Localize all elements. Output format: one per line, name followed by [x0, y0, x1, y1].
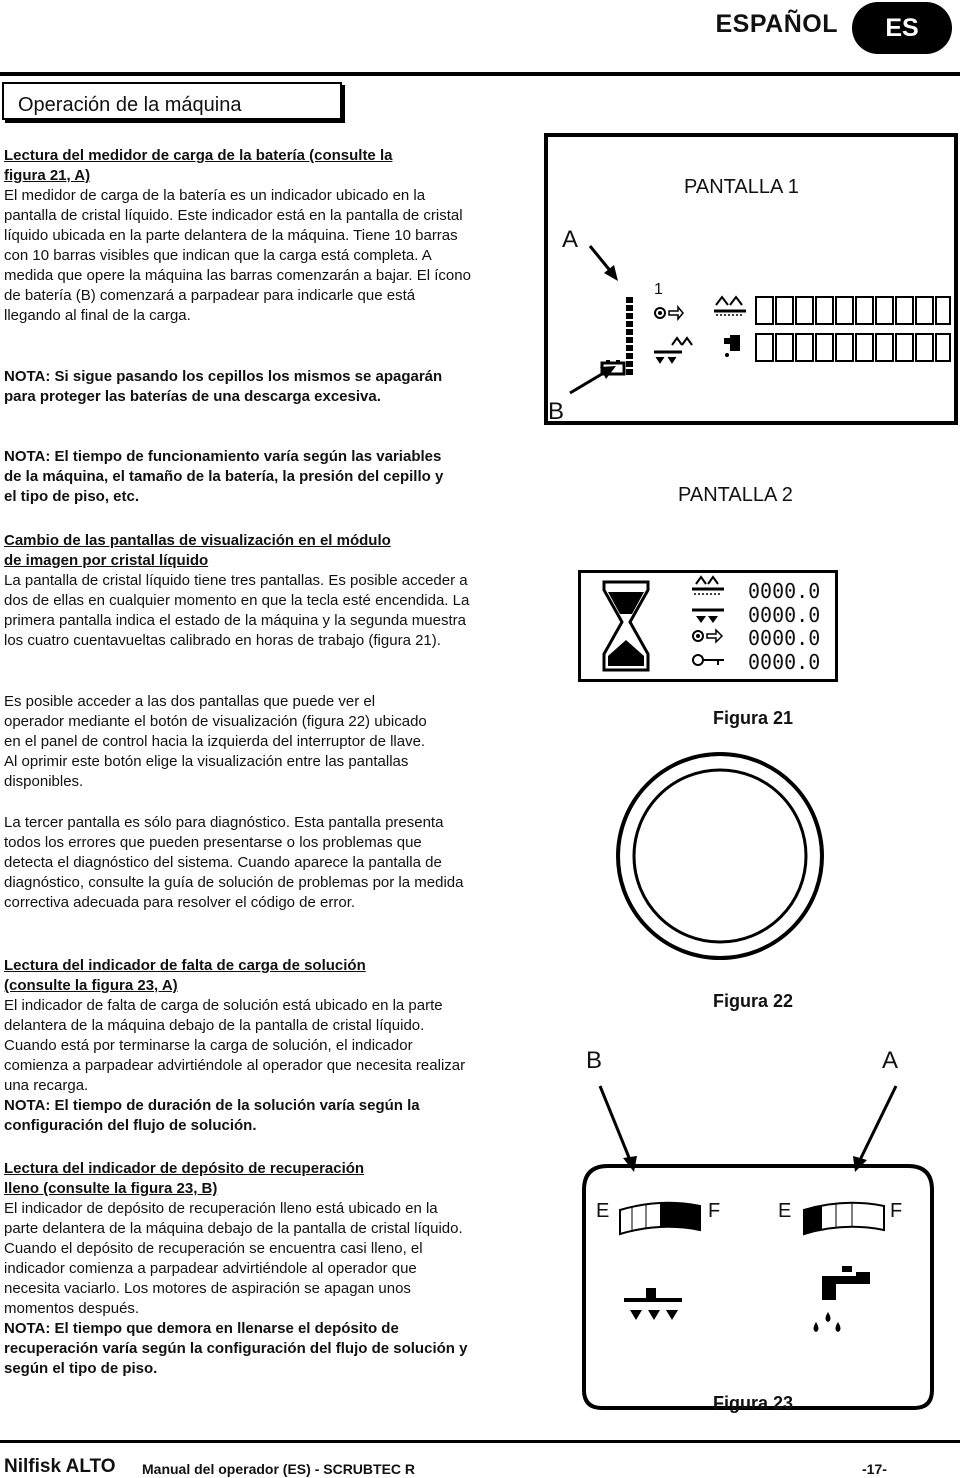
figure-22-caption: Figura 22	[713, 991, 794, 1011]
gauge-left-empty: E	[596, 1200, 610, 1222]
section-title: Operación de la máquina	[2, 82, 342, 120]
brush-motor-counter-icon	[693, 630, 722, 642]
recovery-tank-gauge	[620, 1203, 700, 1234]
battery-section	[4, 146, 474, 326]
fig23-callout-b: B	[586, 1047, 603, 1074]
recovery-heading-line2: lleno (consulte la figura 23, B)	[4, 1180, 218, 1197]
lcd-digit: 1	[654, 281, 663, 298]
lcd-screen-1-art	[544, 133, 958, 425]
solution-note: NOTA: El tiempo de duración de la solución varía según la configuración del flujo de solución.	[4, 1097, 420, 1134]
language-label: ESPAÑOL	[715, 10, 838, 38]
arrow-a-icon	[853, 1086, 896, 1172]
arrow-b-icon	[570, 366, 616, 393]
footer-brand: Nilfisk ALTO	[4, 1456, 116, 1477]
battery-note-2: NOTA: El tiempo de funcionamiento varía según las variables de la máquina, el tamaño de la batería, la presión del cepillo y el tipo de piso, etc.	[4, 448, 444, 505]
solution-section	[4, 956, 474, 1136]
segment-bars-bottom	[756, 334, 950, 361]
solution-counter-icon	[692, 610, 724, 623]
solution-heading-line2: (consulte la figura 23, A)	[4, 977, 178, 994]
key-icon	[693, 655, 724, 665]
arrow-a-icon	[590, 246, 618, 281]
recovery-body: El indicador de depósito de recuperación lleno está ubicado en la parte delantera de la máquina debajo de la pantalla de cristal líquido. Cuando el depósito de recuperación se encuentra casi lleno, el indicador comienza a parpadear advirtiéndole al operador que necesita vaciarlo. Los motores de aspiración se apagan unos momentos después.	[4, 1200, 463, 1317]
counter-1: 0000.0	[748, 579, 821, 603]
screens-heading-line2: de imagen por cristal líquido	[4, 552, 209, 569]
solution-flow-icon	[654, 338, 692, 363]
screen-2-label: PANTALLA 2	[678, 484, 793, 506]
screens-paragraph-3: La tercer pantalla es sólo para diagnóstico. Esta pantalla presenta todos los errores que pueden presentarse o los problemas que detecta el diagnóstico del sistema. Cuando aparece la pantalla de diagnóstico, consulte la guía de solución de problemas por la medida correctiva adecuada para resolver el código de error.	[4, 814, 464, 911]
callout-b: B	[548, 398, 565, 425]
screens-paragraph-1: La pantalla de cristal líquido tiene tres pantallas. Es posible acceder a dos de ellas en cualquier momento en que la tecla esté encendida. La primera pantalla indica el estado de la máquina y la segunda muestra los cuatro cuentavueltas calibrado en horas de trabajo (figura 21).	[4, 572, 470, 649]
screen-1-label: PANTALLA 1	[684, 176, 799, 198]
hourglass-icon	[604, 582, 648, 670]
battery-heading-line2: figura 21, A)	[4, 167, 91, 184]
solution-body: El indicador de falta de carga de solución está ubicado en la parte delantera de la máquina debajo de la pantalla de cristal líquido. Cuando está por terminarse la carga de solución, el indicador comienza a parpadear advirtiéndole al operador que necesita realizar una recarga.	[4, 997, 466, 1094]
brush-icon	[655, 307, 683, 319]
solution-tank-gauge	[804, 1203, 884, 1234]
screens-heading-line1: Cambio de las pantallas de visualización en el módulo	[4, 532, 391, 549]
faucet-drip-icon	[814, 1266, 871, 1332]
brush-flow-icon	[624, 1288, 682, 1320]
arrow-b-icon	[600, 1086, 637, 1172]
brush-pressure-icon	[714, 297, 746, 315]
faucet-icon	[724, 335, 740, 357]
battery-heading-line1: Lectura del medidor de carga de la batería (consulte la	[4, 147, 393, 164]
display-button-figure	[608, 740, 848, 980]
footer-rule	[0, 1440, 960, 1443]
segment-bars-top	[756, 297, 950, 324]
gauge-right-empty: E	[778, 1200, 792, 1222]
gauge-left-full: F	[708, 1200, 721, 1222]
recovery-section	[4, 1159, 474, 1379]
gauge-right-full: F	[890, 1200, 903, 1222]
hour-counters	[748, 580, 820, 674]
callout-a: A	[562, 226, 579, 253]
figure-21-caption: Figura 21	[713, 708, 794, 728]
header-rule	[0, 72, 960, 76]
language-badge: ES	[852, 2, 952, 54]
recovery-note: NOTA: El tiempo que demora en llenarse el depósito de recuperación varía según la configuración del flujo de solución y según el tipo de piso.	[4, 1320, 468, 1377]
figure-23-caption: Figura 23	[713, 1393, 794, 1413]
screens-section	[4, 531, 474, 651]
footer-manual-title: Manual del operador (ES) - SCRUBTEC R	[142, 1461, 416, 1477]
screens-paragraph-2: Es posible acceder a las dos pantallas que puede ver el operador mediante el botón de visualización (figura 22) ubicado en el panel de control hacia la izquierda del interruptor de llave. Al oprimir este botón elige la visualización entre las pantallas disponibles.	[4, 693, 427, 790]
indicator-panel-figure	[560, 1070, 960, 1410]
counter-4: 0000.0	[748, 649, 821, 674]
battery-note-1: NOTA: Si sigue pasando los cepillos los mismos se apagarán para proteger las baterías de una descarga excesiva.	[4, 368, 443, 405]
page-number: -17-	[862, 1461, 887, 1477]
solution-heading-line1: Lectura del indicador de falta de carga de solución	[4, 957, 366, 974]
counter-3: 0000.0	[748, 626, 821, 650]
brush-pressure-counter-icon	[692, 577, 724, 594]
battery-body: El medidor de carga de la batería es un indicador ubicado en la pantalla de cristal líquido. Este indicador está en la pantalla de cristal líquido ubicada en la parte delantera de la máquina. Tiene 10 barras con 10 barras visibles que indican que la carga está completa. A medida que opere la máquina las barras comenzarán a bajar. El ícono de batería (B) comenzará a parpadear para indicarle que está llegando al final de la carga.	[4, 187, 471, 324]
fig23-callout-a: A	[882, 1047, 899, 1074]
counter-2: 0000.0	[748, 602, 821, 627]
recovery-heading-line1: Lectura del indicador de depósito de recuperación	[4, 1160, 365, 1177]
battery-bar-gauge	[626, 297, 633, 375]
